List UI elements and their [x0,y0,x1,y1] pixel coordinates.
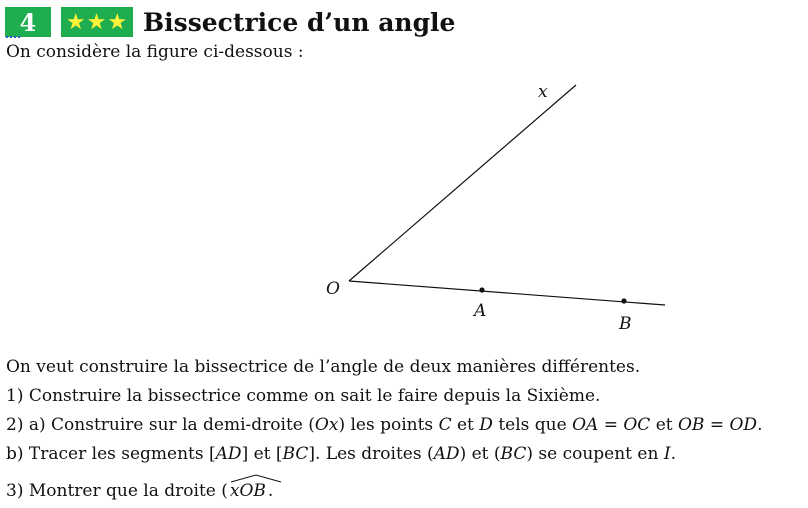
label-a: A [474,301,487,321]
t3a: 2) a) Construire sur la demi-droite ( [6,415,315,435]
t3h: OA = OC [572,415,651,435]
t4j: I [663,444,671,464]
exercise-number: 4 [19,7,37,37]
t3c: ) les points [338,415,439,435]
t4e: ]. Les droites ( [308,444,434,464]
t3j: OB = OD [678,415,758,435]
t4a: b) Tracer les segments [ [6,444,216,464]
t4f: AD [433,444,460,464]
t3f: D [479,415,493,435]
label-o: O [326,279,340,299]
text-line-3 [6,415,762,435]
intro-text: On considère la figure ci-dessous : [6,42,304,62]
text-line-2: 1) Construire la bissectrice comme on sait le faire depuis la Sixième. [6,386,601,406]
point-b [621,298,626,303]
ray-ob [349,281,665,305]
ray-ox [349,85,576,281]
text-line-4 [6,444,676,464]
angle-name: xOB [229,481,266,501]
label-x: x [538,82,548,102]
exercise-title: Bissectrice d’un angle [143,7,456,37]
t5a: 3) Montrer que la droite ( [6,481,228,501]
t4g: ) et ( [459,444,501,464]
t3i: et [650,415,678,435]
t5e: . [267,481,274,501]
difficulty-stars: ★★★ [65,9,129,35]
t4c: ] et [ [241,444,283,464]
t4h: BC [500,444,527,464]
point-a [479,287,484,292]
t3g: tels que [492,415,573,435]
text-line-5 [6,481,273,501]
t3d: C [438,415,452,435]
t3k: . [757,415,763,435]
angle-hat-icon [230,473,282,483]
text-line-1: On veut construire la bissectrice de l’angle de deux manières différentes. [6,357,641,377]
t4d: BC [282,444,309,464]
angle-xob [228,481,268,501]
t4i: ) se coupent en [526,444,664,464]
t3e: et [451,415,480,435]
label-b: B [619,314,632,334]
t3b: Ox [314,415,339,435]
t4b: AD [215,444,242,464]
t4k: . [670,444,676,464]
